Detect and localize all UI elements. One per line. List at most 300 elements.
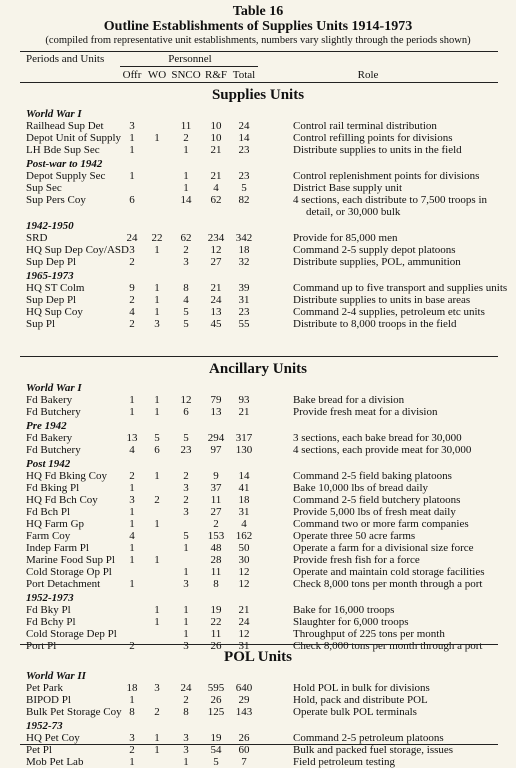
cell-wo: 1 [154,294,160,306]
cell-rf: 26 [210,640,222,652]
cell-rf: 11 [210,628,222,640]
era-heading: 1965-1973 [26,270,74,282]
cell-unit: HQ Sup Dep Coy/ASD [26,244,129,256]
cell-wo: 1 [154,306,160,318]
cell-offr: 1 [129,144,135,156]
cell-total: 31 [238,640,250,652]
cell-rf: 27 [210,506,222,518]
cell-rf: 19 [210,604,222,616]
cell-rf: 2 [213,518,219,530]
table-row [0,604,516,616]
cell-unit: Fd Bakery [26,394,73,406]
table-row [0,506,516,518]
cell-total: 14 [238,132,250,144]
cell-offr: 2 [129,640,135,652]
era-heading: 1942-1950 [26,220,74,232]
cell-snco: 5 [183,318,189,330]
cell-offr: 1 [129,518,135,530]
cell-role: Control refilling points for divisions [293,132,453,144]
cell-offr: 2 [129,744,135,756]
table-row [0,132,516,144]
col-periods-units: Periods and Units [26,53,105,65]
cell-snco: 8 [183,282,189,294]
cell-total: 18 [238,494,250,506]
table-row [0,120,516,132]
cell-rf: 62 [210,194,222,206]
cell-offr: 1 [129,756,135,768]
cell-role: Provide for 85,000 men [293,232,398,244]
table-row [0,432,516,444]
cell-role: Slaughter for 6,000 troops [293,616,409,628]
cell-role: Field petroleum testing [293,756,396,768]
cell-role: Bake bread for a division [293,394,405,406]
table-title: Outline Establishments of Supplies Units 1914-1973 [103,19,413,34]
cell-unit: Fd Butchery [26,444,81,456]
cell-rf: 45 [210,318,222,330]
cell-wo: 22 [151,232,163,244]
cell-rf: 21 [210,170,222,182]
table-row [0,406,516,418]
cell-rf: 12 [210,244,222,256]
cell-offr: 2 [129,294,135,306]
table-row [0,194,516,206]
cell-total: 31 [238,294,250,306]
era-heading: Post-war to 1942 [26,158,103,170]
cell-snco: 4 [183,294,189,306]
cell-snco: 14 [180,194,192,206]
cell-rf: 97 [210,444,222,456]
cell-offr: 13 [126,432,138,444]
cell-snco: 8 [183,706,189,718]
cell-wo: 1 [154,554,160,566]
section-title: Supplies Units [211,87,305,103]
cell-role: Operate three 50 acre farms [293,530,416,542]
cell-snco: 1 [183,616,189,628]
cell-unit: Fd Bch Pl [26,506,71,518]
cell-snco: 6 [183,406,189,418]
cell-total: 130 [235,444,253,456]
cell-rf: 5 [213,756,219,768]
cell-total: 23 [238,144,250,156]
cell-snco: 1 [183,144,189,156]
cell-role: Command up to five transport and supplies units [293,282,508,294]
section-divider [20,356,498,357]
cell-unit: HQ Farm Gp [26,518,85,530]
cell-offr: 3 [129,494,135,506]
cell-wo: 5 [154,432,160,444]
cell-unit: HQ ST Colm [26,282,85,294]
cell-rf: 54 [210,744,222,756]
cell-snco: 2 [183,470,189,482]
cell-role: Hold, pack and distribute POL [293,694,428,706]
cell-role: Command 2-4 supplies, petroleum etc units [293,306,485,318]
table-row [0,578,516,590]
cell-unit: Fd Bking Pl [26,482,80,494]
cell-role: Distribute to 8,000 troops in the field [293,318,457,330]
cell-total: 21 [238,604,250,616]
cell-wo: 1 [154,244,160,256]
table-row [0,482,516,494]
cell-snco: 3 [183,482,189,494]
cell-total: 50 [238,542,250,554]
cell-offr: 3 [129,732,135,744]
cell-snco: 1 [183,566,189,578]
table-row [0,554,516,566]
cell-unit: SRD [26,232,48,244]
cell-rf: 10 [210,132,222,144]
table-row [0,756,516,768]
cell-total: 143 [235,706,253,718]
cell-rf: 21 [210,282,222,294]
cell-snco: 5 [183,432,189,444]
personnel-rule [120,66,258,67]
cell-rf: 153 [207,530,225,542]
cell-snco: 3 [183,578,189,590]
cell-rf: 595 [207,682,225,694]
cell-role: District Base supply unit [293,182,403,194]
cell-snco: 5 [183,530,189,542]
cell-total: 4 [241,518,247,530]
table-row [0,542,516,554]
table-row-continuation [0,206,516,218]
cell-unit: Fd Bchy Pl [26,616,76,628]
cell-rf: 13 [210,306,222,318]
cell-rf: 37 [210,482,222,494]
cell-role: Check 8,000 tons per month through a port [293,640,483,652]
table-row [0,232,516,244]
cell-role: Throughput of 225 tons per month [293,628,445,640]
cell-role: Operate a farm for a divisional size force [293,542,474,554]
cell-wo: 1 [154,132,160,144]
cell-unit: Sup Dep Pl [26,294,77,306]
cell-snco: 11 [180,120,192,132]
table-row [0,282,516,294]
cell-unit: HQ Fd Bch Coy [26,494,98,506]
cell-rf: 11 [210,494,222,506]
cell-role: Provide 5,000 lbs of fresh meat daily [293,506,456,518]
era-heading: Post 1942 [26,458,71,470]
table-row [0,444,516,456]
cell-rf: 22 [210,616,222,628]
col-role: Role [357,69,379,81]
cell-wo: 1 [154,406,160,418]
cell-unit: Pet Park [26,682,63,694]
cell-total: 5 [241,182,247,194]
cell-snco: 3 [183,744,189,756]
cell-wo: 2 [154,706,160,718]
cell-offr: 1 [129,554,135,566]
section-divider [20,644,498,645]
cell-unit: Railhead Sup Det [26,120,104,132]
table-row [0,144,516,156]
cell-unit: Pet Pl [26,744,52,756]
cell-unit: BIPOD Pl [26,694,71,706]
table-row [0,694,516,706]
cell-offr: 1 [129,506,135,518]
cell-unit: Bulk Pet Storage Coy [26,706,122,718]
cell-total: 26 [238,732,250,744]
cell-role: Command 2-5 field baking platoons [293,470,452,482]
cell-unit: HQ Sup Coy [26,306,83,318]
cell-total: 23 [238,170,250,182]
cell-rf: 28 [210,554,222,566]
bottom-rule [20,744,498,745]
cell-wo: 6 [154,444,160,456]
table-row [0,294,516,306]
table-row [0,306,516,318]
cell-role: Hold POL in bulk for divisions [293,682,430,694]
cell-role: Provide fresh meat for a division [293,406,438,418]
cell-offr: 2 [129,256,135,268]
table-row [0,182,516,194]
cell-snco: 1 [183,756,189,768]
table-row [0,682,516,694]
table-note: (compiled from representative unit establishments, numbers vary slightly through the periods shown) [45,35,471,46]
section-title: POL Units [224,649,292,665]
era-heading: World War II [26,670,86,682]
cell-role: 4 sections, each distribute to 7,500 troops in [293,194,487,206]
table-row [0,494,516,506]
era-heading: Pre 1942 [26,420,67,432]
cell-rf: 24 [210,294,222,306]
cell-snco: 3 [183,256,189,268]
table-header [0,0,516,47]
cell-offr: 4 [129,306,135,318]
cell-wo: 3 [154,318,160,330]
table-row [0,470,516,482]
cell-role: 4 sections, each provide meat for 30,000 [293,444,472,456]
cell-role: Bake 10,000 lbs of bread daily [293,482,429,494]
cell-total: 12 [238,566,250,578]
era-heading: 1952-1973 [26,592,74,604]
cell-unit: HQ Fd Bking Coy [26,470,107,482]
cell-rf: 48 [210,542,222,554]
cell-snco: 3 [183,732,189,744]
cell-total: 30 [238,554,250,566]
cell-offr: 2 [129,318,135,330]
table-row [0,518,516,530]
cell-role: Check 8,000 tons per month through a port [293,578,483,590]
cell-total: 342 [235,232,253,244]
cell-role: Bake for 16,000 troops [293,604,395,616]
era-heading: World War I [26,382,82,394]
section-title: Ancillary Units [209,361,307,377]
cell-offr: 1 [129,578,135,590]
cell-unit: Marine Food Sup Pl [26,554,115,566]
cell-total: 317 [235,432,253,444]
cell-total: 41 [238,482,250,494]
cell-total: 24 [238,616,250,628]
cell-unit: Fd Bakery [26,432,73,444]
cell-total: 93 [238,394,250,406]
col-offr: Offr [122,69,142,81]
cell-unit: Port Pl [26,640,57,652]
table-row [0,170,516,182]
cell-rf: 9 [213,470,219,482]
cell-rf: 79 [210,394,222,406]
cell-snco: 23 [180,444,192,456]
cell-role: Distribute supplies to units in base areas [293,294,471,306]
cell-snco: 2 [183,132,189,144]
cell-rf: 234 [207,232,225,244]
cell-rf: 13 [210,406,222,418]
table-row [0,256,516,268]
cell-wo: 1 [154,744,160,756]
cell-offr: 9 [129,282,135,294]
cell-total: 39 [238,282,250,294]
cell-total: 7 [241,756,247,768]
cell-total: 32 [238,256,250,268]
table-row [0,394,516,406]
cell-rf: 27 [210,256,222,268]
cell-role: Provide fresh fish for a force [293,554,420,566]
cell-offr: 3 [129,120,135,132]
cell-rf: 8 [213,578,219,590]
cell-offr: 18 [126,682,138,694]
col-rf: R&F [204,69,227,81]
cell-total: 18 [238,244,250,256]
cell-total: 12 [238,578,250,590]
cell-wo: 1 [154,604,160,616]
cell-snco: 5 [183,306,189,318]
cell-offr: 3 [129,244,135,256]
cell-snco: 12 [180,394,192,406]
cell-wo: 3 [154,682,160,694]
cell-total: 21 [238,406,250,418]
col-snco: SNCO [171,69,201,81]
cell-offr: 6 [129,194,135,206]
cell-unit: Depot Unit of Supply [26,132,122,144]
cell-wo: 1 [154,394,160,406]
header-rule [20,82,498,83]
table-row [0,244,516,256]
cell-snco: 62 [180,232,192,244]
cell-snco: 1 [183,542,189,554]
table-row [0,732,516,744]
cell-role: Command 2-5 petroleum platoons [293,732,444,744]
cell-snco: 1 [183,628,189,640]
cell-role: Distribute supplies to units in the field [293,144,462,156]
cell-role: Bulk and packed fuel storage, issues [293,744,454,756]
table-row [0,318,516,330]
table-row [0,744,516,756]
table-row [0,616,516,628]
cell-unit: Indep Farm Pl [26,542,89,554]
cell-unit: Cold Storage Op Pl [26,566,112,578]
cell-snco: 24 [180,682,192,694]
cell-offr: 4 [129,530,135,542]
cell-unit: HQ Pet Coy [26,732,80,744]
cell-wo: 2 [154,494,160,506]
cell-total: 14 [238,470,250,482]
cell-snco: 3 [183,506,189,518]
cell-snco: 3 [183,640,189,652]
cell-rf: 21 [210,144,222,156]
cell-rf: 125 [207,706,225,718]
cell-total: 24 [238,120,250,132]
cell-unit: Cold Storage Dep Pl [26,628,117,640]
cell-role: Command 2-5 field butchery platoons [293,494,461,506]
top-rule [20,51,498,52]
cell-total: 23 [238,306,250,318]
cell-rf: 11 [210,566,222,578]
cell-rf: 294 [207,432,225,444]
era-heading: World War I [26,108,82,120]
cell-rf: 19 [210,732,222,744]
table-row [0,628,516,640]
cell-role-continued: detail, or 30,000 bulk [306,206,401,218]
cell-wo: 1 [154,470,160,482]
cell-unit: Farm Coy [26,530,71,542]
cell-offr: 1 [129,394,135,406]
cell-snco: 2 [183,494,189,506]
cell-wo: 1 [154,732,160,744]
cell-offr: 1 [129,406,135,418]
col-total: Total [232,69,256,81]
cell-wo: 1 [154,518,160,530]
table-number: Table 16 [232,4,284,19]
cell-role: Command 2-5 supply depot platoons [293,244,456,256]
cell-rf: 10 [210,120,222,132]
cell-unit: Sup Pl [26,318,56,330]
cell-offr: 8 [129,706,135,718]
cell-unit: Fd Bky Pl [26,604,71,616]
era-heading: 1952-73 [26,720,63,732]
cell-offr: 1 [129,482,135,494]
cell-offr: 1 [129,542,135,554]
cell-role: Command two or more farm companies [293,518,469,530]
cell-unit: Sup Dep Pl [26,256,77,268]
cell-offr: 1 [129,694,135,706]
col-personnel: Personnel [168,53,212,65]
cell-unit: Sup Sec [26,182,62,194]
table-row [0,566,516,578]
cell-rf: 4 [213,182,219,194]
cell-total: 640 [235,682,253,694]
cell-role: Distribute supplies, POL, ammunition [293,256,461,268]
cell-snco: 1 [183,170,189,182]
cell-snco: 2 [183,694,189,706]
cell-total: 31 [238,506,250,518]
cell-total: 82 [238,194,250,206]
cell-unit: Mob Pet Lab [26,756,84,768]
cell-total: 12 [238,628,250,640]
cell-unit: Depot Supply Sec [26,170,106,182]
col-wo: WO [147,69,167,81]
cell-role: 3 sections, each bake bread for 30,000 [293,432,462,444]
cell-role: Operate bulk POL terminals [293,706,417,718]
cell-total: 29 [238,694,250,706]
cell-offr: 24 [126,232,138,244]
cell-snco: 2 [183,244,189,256]
table-row [0,706,516,718]
cell-snco: 1 [183,604,189,616]
cell-unit: Port Detachment [26,578,101,590]
cell-total: 60 [238,744,250,756]
cell-wo: 1 [154,282,160,294]
cell-total: 55 [238,318,250,330]
cell-offr: 4 [129,444,135,456]
cell-rf: 26 [210,694,222,706]
cell-unit: LH Bde Sup Sec [26,144,100,156]
cell-total: 162 [235,530,253,542]
cell-offr: 2 [129,470,135,482]
cell-offr: 1 [129,170,135,182]
cell-snco: 1 [183,182,189,194]
cell-role: Control rail terminal distribution [293,120,437,132]
cell-role: Operate and maintain cold storage facilities [293,566,485,578]
cell-offr: 1 [129,132,135,144]
